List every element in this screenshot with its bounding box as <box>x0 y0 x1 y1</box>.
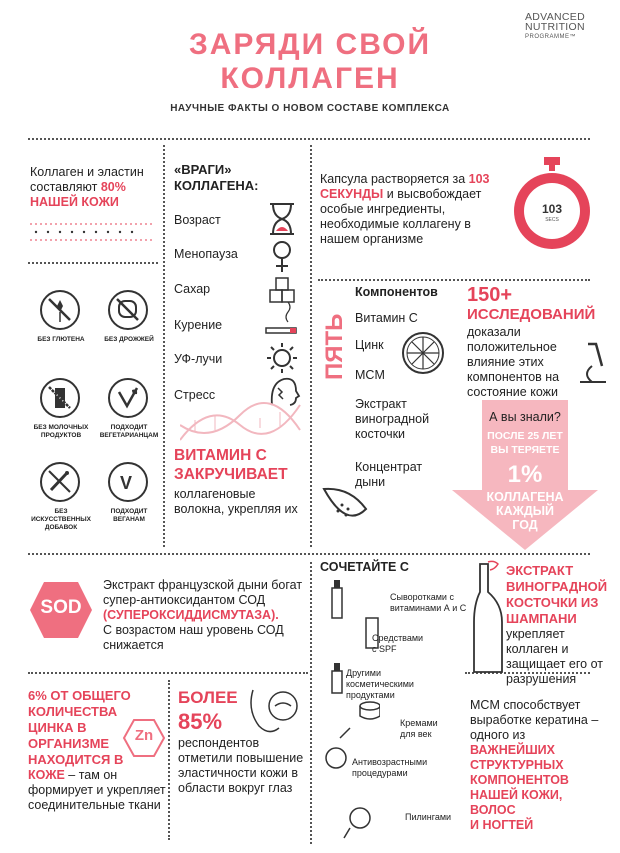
zinc-line7: формирует и укрепляет <box>28 783 166 797</box>
free-from-label-4: ПОДХОДИТ ВЕГЕТАРИАНЦАМ <box>99 424 159 439</box>
combine-item-4-line2: для век <box>400 729 432 739</box>
studies-line4: положительное <box>467 340 557 354</box>
divider-vertical-1 <box>163 145 165 547</box>
enemies-title-line1: «ВРАГИ» <box>174 162 232 177</box>
cigarette-icon <box>266 302 296 333</box>
divider-middle <box>28 553 590 555</box>
collagen-line1: Коллаген и эластин <box>30 165 144 179</box>
enemies-title <box>174 162 259 194</box>
cosmetic-bottle-icon <box>332 663 342 693</box>
combine-title: СОЧЕТАЙТЕ С <box>320 560 409 574</box>
divider-vertical-3 <box>310 562 312 844</box>
page-title-line2: КОЛЛАГЕН <box>220 62 400 95</box>
combine-item-6: Пилингами <box>405 812 452 822</box>
component-item-5: виноградной <box>355 412 430 426</box>
enemy-item-2: Менопауза <box>174 247 238 261</box>
grape-line1: ЭКСТРАКТ <box>506 563 574 578</box>
combine-item-1-line2: витаминами А и С <box>390 603 467 613</box>
vitamin-c-line4: волокна, укрепляя их <box>174 502 298 516</box>
msm-block <box>470 698 610 833</box>
zinc-line4: ОРГАНИЗМЕ <box>28 736 110 751</box>
collagen-line2: составляют <box>30 180 101 194</box>
capsule-line2: и высвобождает <box>383 187 482 201</box>
grape-line6: коллаген и <box>506 642 569 656</box>
component-item-8: дыни <box>355 475 386 489</box>
combine-item-3-line3: продуктами <box>346 690 395 700</box>
sod-line5: снижается <box>103 638 164 652</box>
free-from-label-5: БЕЗ ИСКУССТВЕННЫХ ДОБАВОК <box>31 508 91 531</box>
combine-item-2-line2: с SPF <box>372 644 397 654</box>
stopwatch-icon <box>510 155 594 255</box>
combine-icons <box>320 578 380 843</box>
no-gluten-icon <box>40 290 80 330</box>
vitamin-c-line3: коллагеновые <box>174 487 256 501</box>
component-item-2: Цинк <box>355 338 384 352</box>
sod-line4: С возрастом наш уровень СОД <box>103 623 284 637</box>
no-additives-icon <box>40 462 80 502</box>
did-you-know-line2: ВЫ ТЕРЯЕТЕ <box>490 444 560 456</box>
combine-item-5 <box>352 757 452 779</box>
divider-right-small <box>318 279 590 281</box>
combine-item-4-line1: Кремами <box>400 718 438 728</box>
studies-line5: влияние этих <box>467 355 544 369</box>
survey-line5: эластичности кожи в <box>178 766 298 780</box>
grape-line2: ВИНОГРАДНОЙ <box>506 579 608 594</box>
enemies-icons <box>262 200 302 410</box>
svg-text:V: V <box>120 473 133 493</box>
hourglass-icon <box>270 204 294 234</box>
components-title: Компонентов <box>355 285 438 299</box>
combine-item-5-line1: Антивозрастными <box>352 757 428 767</box>
combine-item-3-line2: косметическими <box>346 679 414 689</box>
divider-vertical-4 <box>168 680 170 840</box>
sod-block <box>103 578 308 653</box>
msm-line2: выработке кератина – <box>470 713 599 727</box>
lemon-slice-icon <box>398 328 448 378</box>
dna-helix-icon <box>180 400 305 445</box>
did-you-know-block <box>452 410 598 532</box>
grape-block <box>506 563 616 687</box>
vitamin-c-line2: ЗАКРУЧИВАЕТ <box>174 466 288 483</box>
enemy-item-4: Курение <box>174 318 223 332</box>
zinc-line5: НАХОДИТСЯ В <box>28 752 124 767</box>
peeling-face-icon <box>344 808 370 838</box>
sod-line1: Экстракт французской дыни богат <box>103 578 303 592</box>
treatment-face-icon <box>326 728 350 768</box>
component-item-4: Экстракт <box>355 397 407 411</box>
no-dairy-icon <box>40 378 80 418</box>
sod-line3: (СУПЕРОКСИДДИСМУТАЗА). <box>103 608 279 622</box>
collagen-fact <box>30 165 160 210</box>
free-from-label-1: БЕЗ ГЛЮТЕНА <box>37 336 85 343</box>
grape-line5: укрепляет <box>506 627 565 641</box>
msm-line3: одного из <box>470 728 526 742</box>
enemy-item-6: Стресс <box>174 388 216 402</box>
msm-line3-highlight: ВАЖНЕЙШИХ <box>470 743 555 757</box>
free-from-label-3: БЕЗ МОЛОЧНЫХ ПРОДУКТОВ <box>33 424 89 439</box>
eye-cream-jar-icon <box>360 702 380 719</box>
zinc-line6-highlight: КОЖЕ <box>28 768 65 782</box>
combine-item-4 <box>400 718 460 740</box>
grape-line8: разрушения <box>506 672 577 686</box>
vitamin-c-block <box>174 446 314 517</box>
combine-item-2 <box>372 633 452 655</box>
enemies-title-line2: КОЛЛАГЕНА: <box>174 178 259 193</box>
sod-line2: супер-антиоксидантом СОД <box>103 593 266 607</box>
did-you-know-line1: ПОСЛЕ 25 ЛЕТ <box>487 430 563 442</box>
zinc-line8: соединительные ткани <box>28 798 161 812</box>
enemy-item-3: Сахар <box>174 282 211 296</box>
component-item-6: косточки <box>355 427 406 441</box>
enemy-item-1: Возраст <box>174 213 221 227</box>
capsule-seconds-word: СЕКУНДЫ <box>320 187 384 201</box>
msm-line7: И НОГТЕЙ <box>470 818 534 832</box>
brand-line2: NUTRITION <box>525 21 585 33</box>
brand-line3: PROGRAMME™ <box>525 34 577 40</box>
free-from-label-2: БЕЗ ДРОЖЖЕЙ <box>104 336 154 343</box>
zinc-line2: КОЛИЧЕСТВА <box>28 704 118 719</box>
combine-item-3 <box>346 668 456 701</box>
collagen-line3: НАШЕЙ КОЖИ <box>30 195 119 209</box>
msm-line1: MCM способствует <box>470 698 581 712</box>
did-you-know-line4: КАЖДЫЙ <box>495 504 555 518</box>
capsule-line4: необходимые коллагену в <box>320 217 471 231</box>
zinc-line3: ЦИНКА В <box>28 720 87 735</box>
survey-line3: респондентов <box>178 736 260 750</box>
eye-area-face-icon <box>245 680 305 740</box>
microscope-icon <box>572 340 612 390</box>
brand-logo <box>525 12 615 42</box>
survey-line4: отметили повышение <box>178 751 304 765</box>
combine-item-5-line2: процедурами <box>352 768 408 778</box>
zinc-line6: – там он <box>64 768 118 782</box>
component-item-3: MCM <box>355 368 385 382</box>
did-you-know-line3: КОЛЛАГЕНА <box>486 490 564 504</box>
sun-icon <box>267 343 297 373</box>
did-you-know-line5: ГОД <box>512 518 538 532</box>
studies-line1: 150+ <box>467 284 513 306</box>
serum-bottle-icon <box>332 580 342 618</box>
studies-line2: ИССЛЕДОВАНИЙ <box>467 306 596 323</box>
capsule-line1: Капсула растворяется за <box>320 172 469 186</box>
combine-item-2-line1: Средствами <box>372 633 424 643</box>
grape-line7: защищает его от <box>506 657 603 671</box>
collagen-percent: 80% <box>100 180 126 194</box>
timer-value: 103 <box>541 202 563 216</box>
grape-line3: КОСТОЧКИ ИЗ <box>506 595 599 610</box>
msm-line6: НАШЕЙ КОЖИ, ВОЛОС <box>470 788 563 817</box>
brand-line1: ADVANCED <box>525 11 585 23</box>
five-vertical-label: ПЯТЬ <box>321 313 348 380</box>
free-from-grid <box>30 290 160 540</box>
component-item-7: Концентрат <box>355 460 423 474</box>
timer-unit: SECS <box>545 217 559 223</box>
studies-line3: доказали <box>467 325 521 339</box>
capsule-line3: особые ингредиенты, <box>320 202 446 216</box>
survey-line1: БОЛЕЕ <box>178 688 238 707</box>
studies-line7: состояние кожи <box>467 385 558 399</box>
did-you-know-percent: 1% <box>507 461 543 488</box>
msm-line4: СТРУКТУРНЫХ <box>470 758 564 772</box>
survey-line6: области вокруг глаз <box>178 781 293 795</box>
page-subtitle: НАУЧНЫЕ ФАКТЫ О НОВОМ СОСТАВЕ КОМПЛЕКСА <box>170 103 450 114</box>
vegan-icon <box>108 462 148 502</box>
enemy-item-5: УФ-лучи <box>174 352 223 366</box>
vegetarian-icon <box>108 378 148 418</box>
page-title-line1: ЗАРЯДИ СВОЙ <box>188 28 432 61</box>
divider-bottom-left <box>28 672 308 674</box>
survey-line2: 85% <box>178 709 223 734</box>
combine-item-1 <box>390 592 470 614</box>
sod-badge: SOD <box>40 597 82 618</box>
sugar-cubes-icon <box>270 278 294 302</box>
dna-strand-icon <box>30 220 160 250</box>
female-symbol-icon <box>274 242 290 272</box>
combine-item-1-line1: Сыворотками с <box>390 592 454 602</box>
grape-line4: ШАМПАНИ <box>506 611 577 626</box>
divider-left-small <box>28 262 158 264</box>
zinc-symbol: Zn <box>134 727 154 744</box>
component-item-1: Витамин С <box>355 311 418 325</box>
combine-item-3-line1: Другими <box>346 668 382 678</box>
free-from-label-6: ПОДХОДИТ ВЕГАНАМ <box>110 508 148 523</box>
divider-top <box>28 138 590 140</box>
msm-line5: КОМПОНЕНТОВ <box>470 773 569 787</box>
studies-line6: компонентов на <box>467 370 560 384</box>
capsule-seconds-number: 103 <box>468 172 490 186</box>
no-yeast-icon <box>108 290 148 330</box>
did-you-know-question: А вы знали? <box>489 410 561 424</box>
zinc-line1: 6% ОТ ОБЩЕГО <box>28 688 131 703</box>
champagne-bottle-icon <box>468 560 508 675</box>
vitamin-c-line1: ВИТАМИН С <box>174 447 267 464</box>
capsule-block <box>320 172 510 247</box>
capsule-line5: нашем организме <box>320 232 424 246</box>
melon-slice-icon <box>320 483 370 533</box>
